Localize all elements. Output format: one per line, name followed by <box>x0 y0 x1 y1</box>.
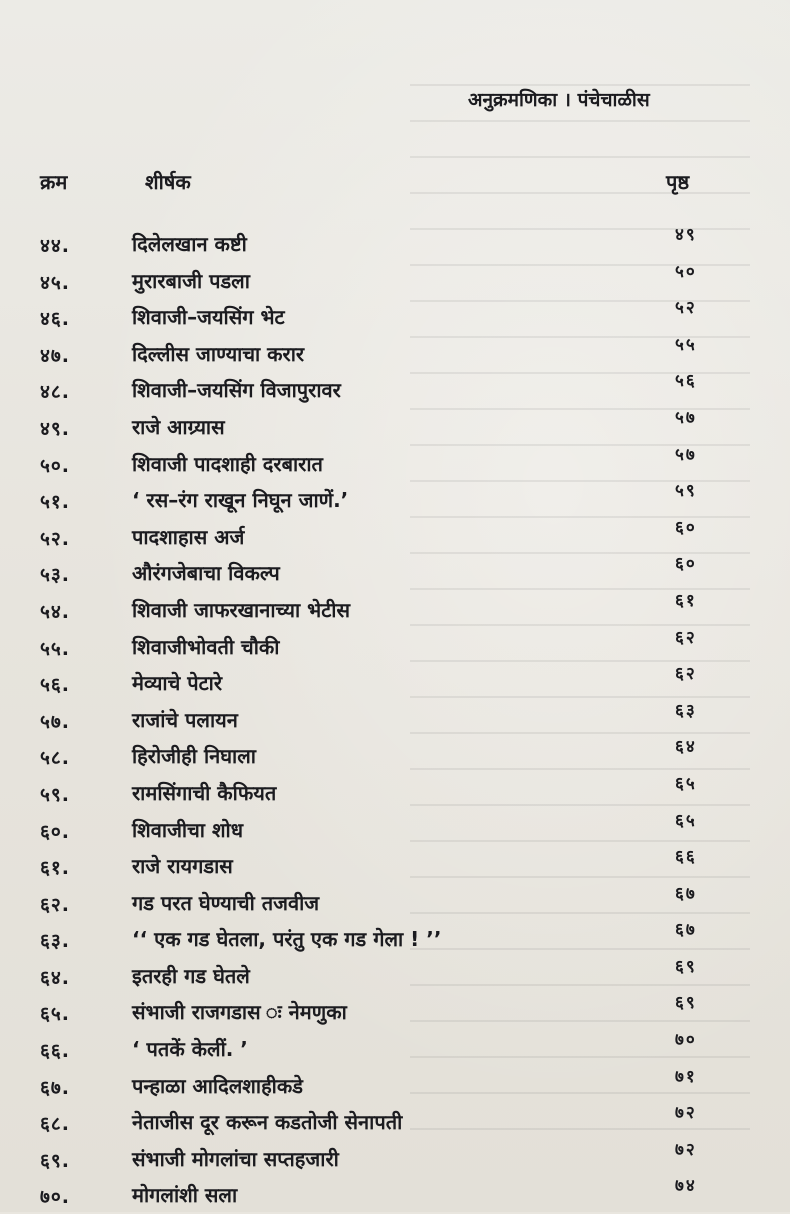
toc-title: दिल्लीस जाण्याचा करार <box>132 341 305 366</box>
toc-number: ५३. <box>40 564 70 587</box>
toc-page: ६१ <box>675 590 697 611</box>
toc-number: ५२. <box>40 527 70 550</box>
toc-row <box>0 482 790 519</box>
toc-page: ५० <box>675 261 697 282</box>
toc-title: मुरारबाजी पडला <box>132 268 250 293</box>
toc-row <box>0 372 790 409</box>
toc-page: ६२ <box>675 664 697 685</box>
toc-row <box>0 555 790 592</box>
toc-title: मोगलांशी सला <box>132 1183 238 1208</box>
toc-title: शिवाजी जाफरखानाच्या भेटीस <box>132 597 351 622</box>
table-of-contents <box>0 225 790 1209</box>
toc-number: ४८. <box>40 381 70 404</box>
toc-title: शिवाजी पादशाही दरबारात <box>132 451 323 476</box>
toc-title: शिवाजीभोवती चौकी <box>132 634 280 659</box>
toc-page: ६३ <box>675 700 697 721</box>
toc-title: पन्हाळा आदिलशाहीकडे <box>132 1073 303 1098</box>
toc-number: ६९. <box>40 1149 70 1172</box>
toc-number: ५१. <box>40 491 70 514</box>
toc-number: ६५. <box>40 1003 70 1026</box>
toc-page: ५७ <box>675 444 697 465</box>
toc-title: दिलेलखान कष्टी <box>132 232 247 256</box>
toc-title: ‘ रस–रंग राखून निघून जाणें.’ <box>132 488 349 513</box>
toc-row <box>0 629 790 666</box>
toc-title: संभाजी राजगडास ः नेमणुका <box>132 1000 347 1025</box>
toc-row <box>0 921 790 958</box>
toc-number: ६२. <box>40 893 70 916</box>
toc-page: ७० <box>675 1030 697 1051</box>
toc-title: रामसिंगाची कैफियत <box>132 780 277 805</box>
toc-row <box>0 336 790 373</box>
toc-title: पादशाहास अर्ज <box>132 524 245 549</box>
toc-number: ६८. <box>40 1113 70 1136</box>
toc-title: इतरही गड घेतले <box>132 963 250 988</box>
toc-number: ५७. <box>40 710 70 733</box>
toc-number: ७०. <box>40 1186 70 1209</box>
page-header: अनुक्रमणिका । पंचेचाळीस <box>468 89 650 111</box>
toc-title: राजांचे पलायन <box>132 707 238 732</box>
toc-page: ४९ <box>675 225 697 245</box>
toc-page: ६५ <box>675 810 697 831</box>
toc-row <box>0 1177 790 1214</box>
toc-title: हिरोजीही निघाला <box>132 744 256 769</box>
toc-number: ५६. <box>40 674 70 697</box>
toc-number: ५४. <box>40 600 70 623</box>
toc-row <box>0 885 790 922</box>
toc-title: राजे रायगडास <box>132 854 233 879</box>
toc-title: राजे आग्र्यास <box>132 414 225 439</box>
toc-page: ५५ <box>675 334 697 355</box>
toc-page: ५७ <box>675 407 697 428</box>
toc-page: ७२ <box>675 1103 697 1124</box>
toc-row <box>0 994 790 1031</box>
toc-number: ५५. <box>40 637 70 660</box>
toc-page: ६४ <box>675 737 697 758</box>
toc-page: ७४ <box>675 1176 697 1197</box>
toc-row <box>0 702 790 739</box>
toc-page: ६२ <box>675 627 697 648</box>
toc-number: ४५. <box>40 271 70 294</box>
toc-page: ७२ <box>675 1139 697 1160</box>
toc-number: ४७. <box>40 344 70 367</box>
toc-page: ५९ <box>675 481 697 502</box>
toc-page: ६५ <box>675 773 697 794</box>
column-header-number: क्रम <box>40 170 68 194</box>
toc-row <box>0 299 790 336</box>
toc-page: ६७ <box>675 883 697 904</box>
toc-title: गड परत घेण्याची तजवीज <box>132 890 320 915</box>
toc-number: ५०. <box>40 454 70 477</box>
toc-row <box>0 848 790 885</box>
toc-row <box>0 226 790 263</box>
toc-row <box>0 665 790 702</box>
toc-title: संभाजी मोगलांचा सप्तहजारी <box>132 1146 339 1171</box>
toc-row <box>0 958 790 995</box>
toc-row <box>0 519 790 556</box>
toc-number: ४४. <box>40 235 70 257</box>
toc-number: ५८. <box>40 747 70 770</box>
toc-row <box>0 446 790 483</box>
column-header-title: शीर्षक <box>145 170 191 194</box>
toc-title: शिवाजी–जयसिंग विजापुरावर <box>132 378 341 403</box>
toc-page: ६७ <box>675 920 697 941</box>
toc-title: ‘ पतकें केलीं. ’ <box>132 1037 248 1062</box>
toc-number: ४९. <box>40 417 70 440</box>
toc-number: ६४. <box>40 966 70 989</box>
toc-row <box>0 1068 790 1105</box>
toc-number: ४६. <box>40 308 70 331</box>
toc-number: ६०. <box>40 820 70 843</box>
toc-title: नेताजीस दूर करून कडतोजी सेनापती <box>132 1110 403 1135</box>
toc-title: ‘‘ एक गड घेतला, परंतु एक गड गेला ! ’’ <box>132 927 442 952</box>
toc-page: ५६ <box>675 371 697 392</box>
toc-page: ६६ <box>675 847 697 868</box>
toc-row <box>0 1031 790 1068</box>
toc-number: ६३. <box>40 930 70 953</box>
toc-row <box>0 1141 790 1178</box>
toc-row <box>0 592 790 629</box>
toc-title: शिवाजीचा शोध <box>132 817 244 842</box>
toc-page: ६९ <box>675 956 697 977</box>
toc-row <box>0 263 790 300</box>
toc-number: ६१. <box>40 857 70 880</box>
toc-number: ६७. <box>40 1076 70 1099</box>
toc-page: ६० <box>675 517 697 538</box>
toc-title: शिवाजी–जयसिंग भेट <box>132 305 285 330</box>
toc-page: ६९ <box>675 993 697 1014</box>
toc-row <box>0 1104 790 1141</box>
toc-title: मेव्याचे पेटारे <box>132 671 223 696</box>
toc-page: ७१ <box>675 1066 697 1087</box>
toc-row <box>0 409 790 446</box>
toc-row <box>0 775 790 812</box>
toc-number: ५९. <box>40 783 70 806</box>
toc-page: ५२ <box>675 298 697 319</box>
toc-number: ६६. <box>40 1040 70 1063</box>
toc-title: औरंगजेबाचा विकल्प <box>132 561 280 586</box>
toc-row <box>0 812 790 849</box>
column-header-page: पृष्ठ <box>666 170 690 194</box>
toc-row <box>0 738 790 775</box>
toc-page: ६० <box>675 554 697 575</box>
